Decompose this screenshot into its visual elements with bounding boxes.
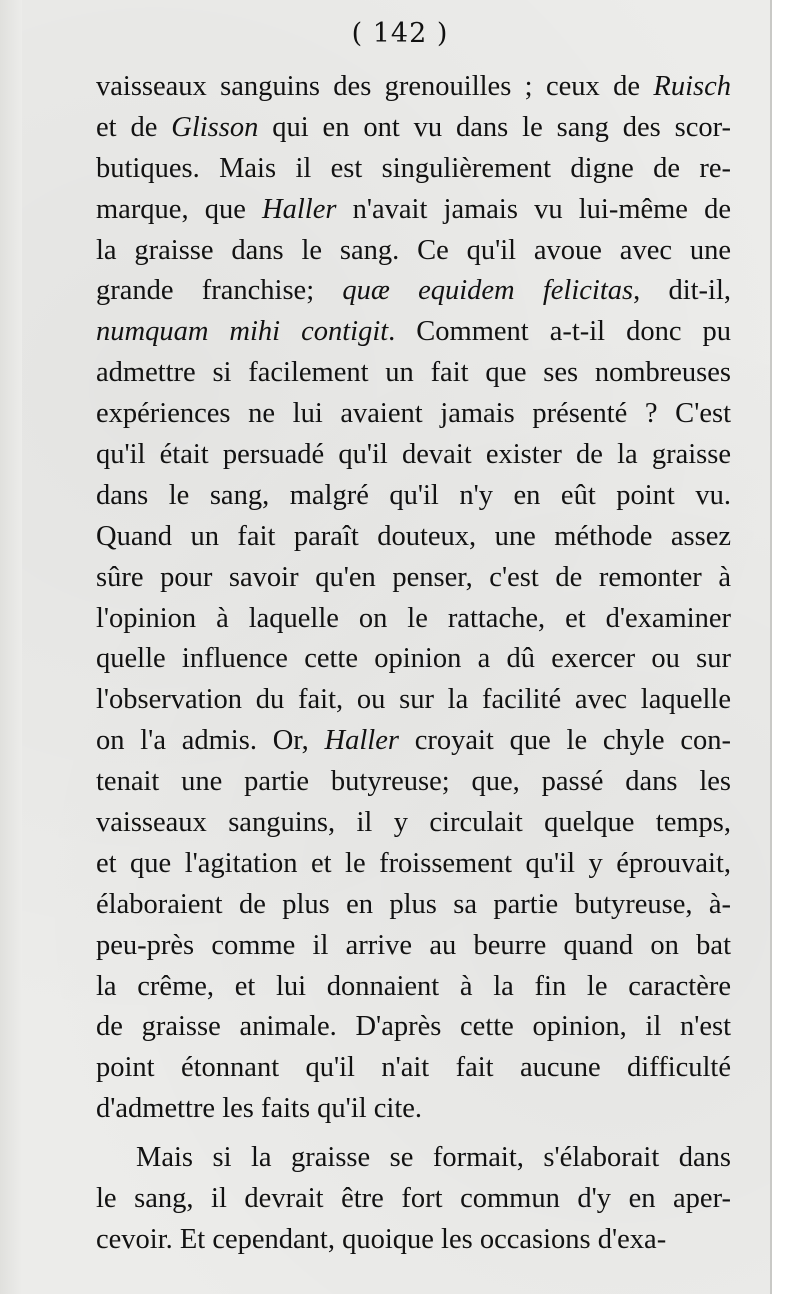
text-line: [96, 517, 731, 558]
text-segment: cevoir. Et cependant, quoique les occasions d'exa-: [96, 1223, 667, 1255]
paragraph-gap: [96, 1130, 731, 1138]
text-line: [96, 639, 731, 680]
text-segment: peu-près comme il arrive au beurre quand on bat: [96, 929, 731, 961]
text-line: [96, 558, 731, 599]
text-line: [96, 1220, 731, 1261]
text-line: [96, 680, 731, 721]
text-line: [96, 108, 731, 149]
text-line: [96, 1089, 731, 1130]
text-line: [96, 1179, 731, 1220]
page-gutter-shadow: [0, 0, 22, 1294]
text-segment: l'opinion à laquelle on le rattache, et d'examiner: [96, 602, 731, 634]
text-segment: butiques. Mais il est singulièrement digne de re-: [96, 152, 731, 184]
text-segment: la crême, et lui donnaient à la fin le caractère: [96, 970, 731, 1002]
text-line: [96, 231, 731, 272]
text-segment: expériences ne lui avaient jamais présenté ? C'est: [96, 398, 731, 430]
text-line: [96, 353, 731, 394]
text-segment: n'avait jamais vu lui-même de: [336, 193, 732, 225]
text-line: [96, 967, 731, 1008]
text-segment: Mais si la graisse se formait, s'élaborait dans: [136, 1142, 731, 1174]
text-line: [96, 1007, 731, 1048]
text-segment: élaboraient de plus en plus sa partie butyreuse, à-: [96, 888, 731, 920]
text-segment: . Comment a-t-il donc pu: [388, 316, 732, 348]
page-number: ( 142 ): [351, 18, 449, 49]
text-line: [96, 312, 731, 353]
page-body-text: [96, 67, 731, 1261]
text-segment: d'admettre les faits qu'il cite.: [96, 1093, 423, 1125]
text-line: [96, 435, 731, 476]
text-line: [96, 190, 731, 231]
text-segment: l'observation du fait, ou sur la facilité avec laquelle: [96, 684, 731, 716]
paragraph: [96, 1138, 731, 1261]
text-line: [96, 803, 731, 844]
italic-text: Glisson: [171, 111, 259, 143]
text-segment: vaisseaux sanguins des grenouilles ; ceux de: [96, 71, 654, 102]
text-segment: grande franchise;: [96, 275, 343, 307]
text-segment: on l'a admis. Or,: [96, 725, 325, 757]
text-line: [96, 885, 731, 926]
text-segment: qu'il était persuadé qu'il devait exister de la graisse: [96, 439, 731, 471]
text-segment: qui en ont vu dans le sang des scor-: [258, 111, 732, 143]
text-segment: marque, que: [96, 193, 263, 225]
text-segment: et que l'agitation et le froissement qu'il y éprouvait,: [96, 847, 731, 879]
text-line: [96, 476, 731, 517]
text-segment: de graisse animale. D'après cette opinion, il n'est: [96, 1011, 731, 1043]
text-segment: la graisse dans le sang. Ce qu'il avoue avec une: [96, 234, 731, 266]
italic-text: numquam mihi contigit: [96, 316, 389, 348]
text-line: [96, 1138, 731, 1179]
italic-text: Haller: [324, 725, 399, 757]
text-line: [96, 844, 731, 885]
italic-text: Ruisch: [653, 71, 731, 102]
text-segment: sûre pour savoir qu'en penser, c'est de remonter à: [96, 561, 731, 593]
text-segment: croyait que le chyle con-: [398, 725, 731, 757]
text-segment: vaisseaux sanguins, il y circulait quelque temps,: [96, 807, 731, 839]
text-segment: dans le sang, malgré qu'il n'y en eût point vu.: [96, 479, 731, 511]
text-segment: le sang, il devrait être fort commun d'y en aper-: [96, 1183, 731, 1215]
text-line: [96, 271, 731, 312]
text-line: [96, 67, 731, 108]
text-line: [96, 394, 731, 435]
text-line: [96, 762, 731, 803]
text-line: [96, 1048, 731, 1089]
text-segment: point étonnant qu'il n'ait fait aucune difficulté: [96, 1052, 731, 1084]
text-segment: , dit-il,: [633, 275, 731, 307]
text-line: [96, 149, 731, 190]
text-segment: Quand un fait paraît douteux, une méthode assez: [96, 520, 731, 552]
text-segment: tenait une partie butyreuse; que, passé dans les: [96, 766, 731, 798]
text-line: [96, 599, 731, 640]
text-line: [96, 926, 731, 967]
text-segment: admettre si facilement un fait que ses nombreuses: [96, 357, 731, 389]
text-segment: et de: [96, 111, 172, 143]
italic-text: Haller: [262, 193, 337, 225]
text-segment: quelle influence cette opinion a dû exercer ou sur: [96, 643, 731, 675]
text-line: [96, 721, 731, 762]
paragraph: [96, 67, 731, 1130]
italic-text: quæ equidem felicitas: [342, 275, 634, 307]
